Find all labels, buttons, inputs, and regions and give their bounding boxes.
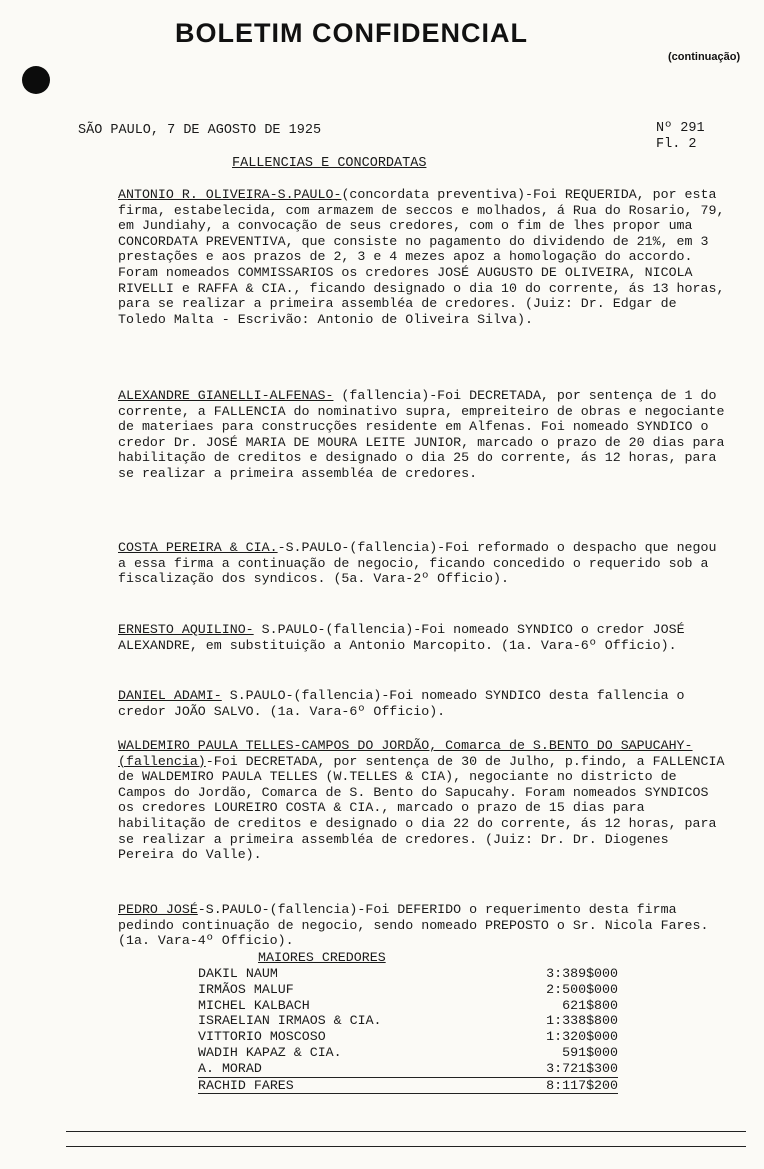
- dateline: SÃO PAULO, 7 DE AGOSTO DE 1925: [78, 123, 322, 138]
- entry-alexandre-gianelli: [118, 388, 733, 482]
- creditor-amount: 1:338$800: [546, 1013, 618, 1029]
- footer-rule: [66, 1131, 746, 1132]
- creditor-row: [198, 1013, 618, 1029]
- entry-text: -Foi DECRETADA, por sentença de 30 de Julho, p.findo, a FALLENCIA de WALDEMIRO PAULA TELLES (W.TELLES & CIA), negociante no districto de Campos do Jordão, Comarca de S. Bento do Sapucahy. Foram nomeados SYNDICOS os credores LOUREIRO COSTA & CIA., marcado o prazo de 15 dias para habilitação de creditos e designado o dia 22 do corrente, ás 12 horas, para se realizar a primeira assembléa de credores. (Juiz: Dr. Dr. Diogenes Pereira do Valle).: [118, 753, 733, 863]
- entry-text: (fallencia)-Foi DECRETADA, por sentença de 1 do corrente, a FALLENCIA do nominativo supra, empreiteiro de obras e negociante de materiaes para construcções residente em Alfenas. Foi nomeado SYNDICO o credor Dr. JOSÉ MARIA DE MOURA LEITE JUNIOR, marcado o prazo de 20 dias para habilitação de creditos e designado o dia 25 do corrente, ás 12 horas, para se realizar a primeira assembléa de credores.: [118, 388, 733, 481]
- entry-lead: ALEXANDRE GIANELLI-ALFENAS-: [118, 388, 334, 403]
- creditor-name: ISRAELIAN IRMAOS & CIA.: [198, 1013, 382, 1029]
- section-title: FALLENCIAS E CONCORDATAS: [232, 156, 427, 171]
- bulletin-title: BOLETIM CONFIDENCIAL: [175, 18, 528, 48]
- entry-lead: ANTONIO R. OLIVEIRA-S.PAULO-: [118, 187, 342, 202]
- bulletin-number: Nº 291: [656, 121, 705, 136]
- creditor-amount: 621$800: [562, 997, 618, 1013]
- number-block: [656, 121, 705, 153]
- sheet-number: Fl. 2: [656, 137, 697, 152]
- entry-text: S.PAULO-(fallencia)-Foi nomeado SYNDICO desta fallencia o credor JOÃO SALVO. (1a. Vara-6º Officio).: [118, 688, 693, 719]
- creditor-row: [198, 1077, 618, 1095]
- entry-text: S.PAULO-(fallencia)-Foi nomeado SYNDICO o credor JOSÉ ALEXANDRE, em substituição a Antonio Marcopito. (1a. Vara-6º Officio).: [118, 622, 693, 653]
- entry-waldemiro-telles: [118, 738, 733, 863]
- creditor-amount: 2:500$000: [546, 981, 618, 997]
- entry-daniel-adami: [118, 688, 728, 719]
- punch-hole-icon: [22, 66, 50, 94]
- creditor-name: IRMÃOS MALUF: [198, 981, 294, 997]
- creditor-amount: 3:389$000: [546, 966, 618, 981]
- footer-rule: [66, 1146, 746, 1147]
- entry-antonio-oliveira: [118, 187, 733, 327]
- creditor-name: A. MORAD: [198, 1060, 262, 1076]
- creditor-row: [198, 982, 618, 998]
- creditor-row: [198, 998, 618, 1014]
- entry-text: -S.PAULO-(fallencia)-Foi DEFERIDO o requerimento desta firma pedindo continuação de negocio, sendo nomeado PREPOSTO o Sr. Nicola Fares. (1a. Vara-4º Officio).: [118, 902, 717, 949]
- entry-costa-pereira: [118, 540, 728, 587]
- creditor-row: [198, 966, 618, 982]
- creditor-amount: 1:320$000: [546, 1029, 618, 1045]
- continuation-label: (continuação): [668, 51, 741, 63]
- entry-text: (concordata preventiva)-Foi REQUERIDA, por esta firma, estabelecida, com armazem de seccos e molhados, á Rua do Rosario, 79, em Jundiahy, a convocação de seus credores, com o fim de lhes propor uma CONCORDATA PREVENTIVA, que consiste no pagamento do dividendo de 21%, em 3 prestações e aos prazos de 2, 3 e 4 mezes apoz a homologação do accordo. Foram nomeados COMMISSARIOS os credores JOSÉ AUGUSTO DE OLIVEIRA, NICOLA RIVELLI e RAFFA & CIA., ficando designado o dia 10 do corrente, ás 13 horas, para se realizar a primeira assembléa de credores. (Juiz: Dr. Edgar de Toledo Malta - Escrivão: Antonio de Oliveira Silva).: [118, 187, 733, 327]
- creditor-name: RACHID FARES: [198, 1077, 294, 1093]
- creditors-table: [198, 950, 618, 1094]
- entry-text: -S.PAULO-(fallencia)-Foi reformado o despacho que negou a essa firma a continuação de negocio, ficando concedido o requerido sob a fiscalização dos syndicos. (5a. Vara-2º Officio).: [118, 540, 725, 587]
- entry-lead: WALDEMIRO PAULA TELLES-CAMPOS DO JORDÃO, Comarca de S.BENTO DO SAPUCAHY-(fallencia): [118, 738, 693, 769]
- creditor-row: [198, 1045, 618, 1061]
- creditor-name: WADIH KAPAZ & CIA.: [198, 1044, 342, 1060]
- creditor-row: [198, 1061, 618, 1077]
- entry-lead: COSTA PEREIRA & CIA.: [118, 540, 278, 555]
- creditor-name: DAKIL NAUM: [198, 966, 278, 981]
- entry-lead: DANIEL ADAMI-: [118, 688, 222, 703]
- creditor-name: VITTORIO MOSCOSO: [198, 1029, 326, 1045]
- creditor-name: MICHEL KALBACH: [198, 997, 310, 1013]
- creditor-amount: 3:721$300: [546, 1060, 618, 1076]
- creditors-title: MAIORES CREDORES: [258, 950, 386, 965]
- entry-lead: ERNESTO AQUILINO-: [118, 622, 254, 637]
- creditor-row: [198, 1029, 618, 1045]
- entry-lead: PEDRO JOSÉ: [118, 902, 198, 917]
- entry-pedro-jose: [118, 902, 728, 949]
- creditor-amount: 591$000: [562, 1044, 618, 1060]
- entry-ernesto-aquilino: [118, 622, 728, 653]
- creditor-amount: 8:117$200: [546, 1077, 618, 1093]
